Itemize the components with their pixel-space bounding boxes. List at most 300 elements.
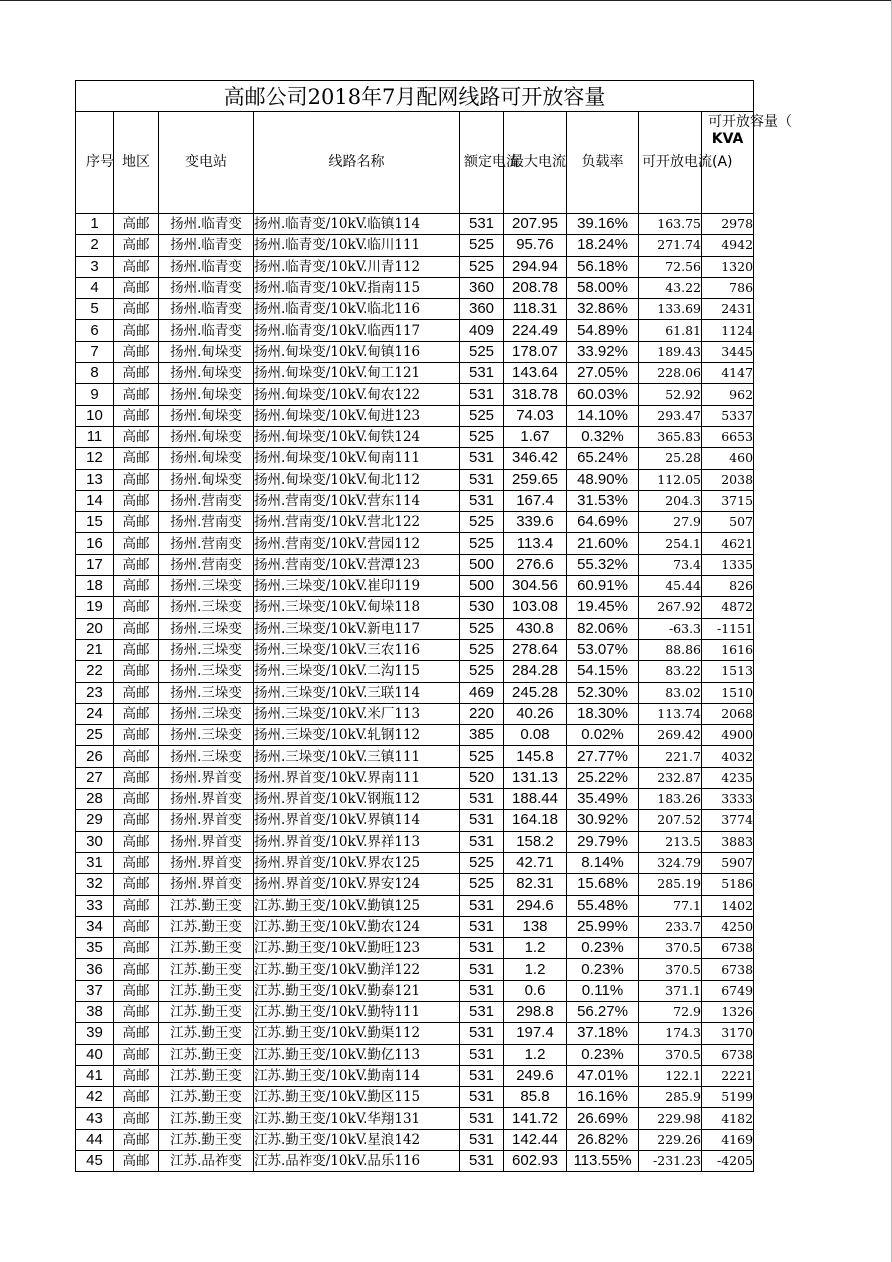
- table-row: [76, 682, 754, 703]
- cell-available-capacity: 507: [702, 512, 754, 533]
- cell-seq: 17: [76, 554, 114, 575]
- cell-load-rate: 35.49%: [567, 789, 639, 810]
- cell-max-current: 95.76: [504, 235, 567, 256]
- cell-max-current: 131.13: [504, 767, 567, 788]
- cell-available-capacity: 2068: [702, 703, 754, 724]
- cell-max-current: 158.2: [504, 831, 567, 852]
- header-capacity-unit: KVA: [711, 131, 744, 147]
- cell-max-current: 259.65: [504, 469, 567, 490]
- cell-substation: 江苏.品祚变: [159, 1151, 254, 1172]
- cell-available-current: 73.4: [639, 554, 702, 575]
- cell-substation: 扬州.营南变: [159, 533, 254, 554]
- cell-available-current: 27.9: [639, 512, 702, 533]
- cell-area: 高邮: [114, 320, 159, 341]
- cell-rated-current: 520: [460, 767, 504, 788]
- cell-line-name: 扬州.临青变/10kV.临北116: [254, 299, 460, 320]
- cell-available-current: 221.7: [639, 746, 702, 767]
- cell-rated-current: 360: [460, 277, 504, 298]
- cell-area: 高邮: [114, 1023, 159, 1044]
- cell-seq: 38: [76, 1001, 114, 1022]
- cell-line-name: 扬州.营南变/10kV.营北122: [254, 512, 460, 533]
- table-row: [76, 916, 754, 937]
- cell-line-name: 江苏.品祚变/10kV.品乐116: [254, 1151, 460, 1172]
- cell-substation: 江苏.勤王变: [159, 959, 254, 980]
- cell-rated-current: 220: [460, 703, 504, 724]
- table-row: [76, 341, 754, 362]
- cell-seq: 30: [76, 831, 114, 852]
- cell-line-name: 江苏.勤王变/10kV.勤洋122: [254, 959, 460, 980]
- cell-rated-current: 531: [460, 1151, 504, 1172]
- cell-available-current: 61.81: [639, 320, 702, 341]
- cell-rated-current: 531: [460, 1129, 504, 1150]
- cell-area: 高邮: [114, 661, 159, 682]
- table-title: 高邮公司2018年7月配网线路可开放容量: [76, 81, 754, 112]
- cell-available-current: -231.23: [639, 1151, 702, 1172]
- cell-max-current: 118.31: [504, 299, 567, 320]
- cell-available-current: 370.5: [639, 938, 702, 959]
- table-row: [76, 490, 754, 511]
- cell-max-current: 74.03: [504, 405, 567, 426]
- cell-available-capacity: 5199: [702, 1087, 754, 1108]
- cell-area: 高邮: [114, 618, 159, 639]
- cell-rated-current: 531: [460, 214, 504, 235]
- table-row: [76, 810, 754, 831]
- cell-seq: 22: [76, 661, 114, 682]
- cell-line-name: 扬州.临青变/10kV.指南115: [254, 277, 460, 298]
- table-row: [76, 618, 754, 639]
- cell-load-rate: 0.23%: [567, 959, 639, 980]
- cell-substation: 江苏.勤王变: [159, 1023, 254, 1044]
- cell-rated-current: 531: [460, 810, 504, 831]
- cell-load-rate: 58.00%: [567, 277, 639, 298]
- cell-load-rate: 60.03%: [567, 384, 639, 405]
- cell-line-name: 扬州.甸垛变/10kV.甸北112: [254, 469, 460, 490]
- cell-max-current: 0.08: [504, 725, 567, 746]
- cell-rated-current: 531: [460, 448, 504, 469]
- cell-substation: 扬州.临青变: [159, 320, 254, 341]
- cell-load-rate: 0.32%: [567, 426, 639, 447]
- cell-load-rate: 65.24%: [567, 448, 639, 469]
- cell-substation: 扬州.三垛变: [159, 682, 254, 703]
- cell-rated-current: 531: [460, 1001, 504, 1022]
- cell-seq: 43: [76, 1108, 114, 1129]
- cell-area: 高邮: [114, 405, 159, 426]
- cell-rated-current: 525: [460, 661, 504, 682]
- cell-area: 高邮: [114, 341, 159, 362]
- cell-line-name: 扬州.临青变/10kV.川青112: [254, 256, 460, 277]
- cell-line-name: 扬州.营南变/10kV.营东114: [254, 490, 460, 511]
- table-row: [76, 299, 754, 320]
- cell-max-current: 602.93: [504, 1151, 567, 1172]
- cell-max-current: 164.18: [504, 810, 567, 831]
- cell-load-rate: 25.99%: [567, 916, 639, 937]
- table-row: [76, 639, 754, 660]
- cell-line-name: 扬州.甸垛变/10kV.甸工121: [254, 363, 460, 384]
- table-row: [76, 554, 754, 575]
- cell-area: 高邮: [114, 639, 159, 660]
- cell-load-rate: 64.69%: [567, 512, 639, 533]
- cell-area: 高邮: [114, 490, 159, 511]
- cell-seq: 24: [76, 703, 114, 724]
- cell-area: 高邮: [114, 235, 159, 256]
- cell-available-capacity: 4147: [702, 363, 754, 384]
- cell-area: 高邮: [114, 1044, 159, 1065]
- cell-available-current: 174.3: [639, 1023, 702, 1044]
- cell-available-capacity: 4235: [702, 767, 754, 788]
- cell-substation: 扬州.临青变: [159, 277, 254, 298]
- cell-load-rate: 30.92%: [567, 810, 639, 831]
- cell-available-current: 371.1: [639, 980, 702, 1001]
- cell-substation: 扬州.营南变: [159, 554, 254, 575]
- cell-available-capacity: 6738: [702, 1044, 754, 1065]
- cell-line-name: 扬州.临青变/10kV.临西117: [254, 320, 460, 341]
- cell-rated-current: 469: [460, 682, 504, 703]
- cell-load-rate: 48.90%: [567, 469, 639, 490]
- cell-load-rate: 31.53%: [567, 490, 639, 511]
- cell-rated-current: 531: [460, 959, 504, 980]
- cell-seq: 21: [76, 639, 114, 660]
- header-load-rate: 负载率: [567, 112, 639, 214]
- cell-available-current: 204.3: [639, 490, 702, 511]
- cell-area: 高邮: [114, 384, 159, 405]
- table-row: [76, 789, 754, 810]
- cell-substation: 扬州.三垛变: [159, 639, 254, 660]
- cell-rated-current: 531: [460, 1044, 504, 1065]
- cell-available-current: 213.5: [639, 831, 702, 852]
- cell-load-rate: 37.18%: [567, 1023, 639, 1044]
- header-available-current: 可开放电流(A): [639, 112, 702, 214]
- cell-seq: 42: [76, 1087, 114, 1108]
- header-row: [76, 112, 754, 214]
- cell-substation: 江苏.勤王变: [159, 1044, 254, 1065]
- cell-load-rate: 33.92%: [567, 341, 639, 362]
- cell-available-current: 183.26: [639, 789, 702, 810]
- cell-substation: 扬州.三垛变: [159, 725, 254, 746]
- cell-area: 高邮: [114, 1151, 159, 1172]
- cell-line-name: 扬州.三垛变/10kV.二沟115: [254, 661, 460, 682]
- cell-available-capacity: 5907: [702, 852, 754, 873]
- cell-seq: 40: [76, 1044, 114, 1065]
- cell-seq: 10: [76, 405, 114, 426]
- cell-rated-current: 531: [460, 916, 504, 937]
- cell-line-name: 江苏.勤王变/10kV.勤农124: [254, 916, 460, 937]
- cell-line-name: 江苏.勤王变/10kV.勤镇125: [254, 895, 460, 916]
- cell-line-name: 扬州.甸垛变/10kV.甸镇116: [254, 341, 460, 362]
- cell-rated-current: 530: [460, 597, 504, 618]
- cell-available-capacity: 3715: [702, 490, 754, 511]
- cell-available-capacity: 460: [702, 448, 754, 469]
- cell-area: 高邮: [114, 938, 159, 959]
- cell-line-name: 扬州.三垛变/10kV.轧钢112: [254, 725, 460, 746]
- cell-max-current: 178.07: [504, 341, 567, 362]
- table-row: [76, 661, 754, 682]
- cell-load-rate: 0.11%: [567, 980, 639, 1001]
- cell-rated-current: 385: [460, 725, 504, 746]
- cell-seq: 12: [76, 448, 114, 469]
- table-row: [76, 214, 754, 235]
- cell-load-rate: 25.22%: [567, 767, 639, 788]
- cell-load-rate: 32.86%: [567, 299, 639, 320]
- table-row: [76, 938, 754, 959]
- cell-seq: 8: [76, 363, 114, 384]
- cell-area: 高邮: [114, 448, 159, 469]
- cell-line-name: 扬州.临青变/10kV.临镇114: [254, 214, 460, 235]
- cell-available-current: 228.06: [639, 363, 702, 384]
- cell-load-rate: 82.06%: [567, 618, 639, 639]
- cell-substation: 江苏.勤王变: [159, 1129, 254, 1150]
- cell-line-name: 江苏.勤王变/10kV.勤区115: [254, 1087, 460, 1108]
- cell-line-name: 扬州.甸垛变/10kV.甸南111: [254, 448, 460, 469]
- cell-rated-current: 525: [460, 341, 504, 362]
- cell-available-capacity: 6738: [702, 959, 754, 980]
- cell-max-current: 145.8: [504, 746, 567, 767]
- cell-line-name: 扬州.甸垛变/10kV.甸农122: [254, 384, 460, 405]
- cell-load-rate: 52.30%: [567, 682, 639, 703]
- table-row: [76, 405, 754, 426]
- cell-available-capacity: 4182: [702, 1108, 754, 1129]
- cell-rated-current: 531: [460, 895, 504, 916]
- cell-seq: 6: [76, 320, 114, 341]
- cell-available-capacity: 1510: [702, 682, 754, 703]
- cell-area: 高邮: [114, 852, 159, 873]
- table-row: [76, 256, 754, 277]
- cell-load-rate: 26.82%: [567, 1129, 639, 1150]
- cell-available-capacity: 3170: [702, 1023, 754, 1044]
- cell-rated-current: 525: [460, 426, 504, 447]
- cell-rated-current: 531: [460, 469, 504, 490]
- cell-substation: 扬州.三垛变: [159, 661, 254, 682]
- cell-area: 高邮: [114, 725, 159, 746]
- table-row: [76, 874, 754, 895]
- cell-available-current: 271.74: [639, 235, 702, 256]
- cell-line-name: 扬州.甸垛变/10kV.甸进123: [254, 405, 460, 426]
- table-row: [76, 725, 754, 746]
- cell-load-rate: 55.48%: [567, 895, 639, 916]
- header-area: 地区: [114, 112, 159, 214]
- cell-seq: 5: [76, 299, 114, 320]
- cell-available-capacity: 1335: [702, 554, 754, 575]
- cell-load-rate: 19.45%: [567, 597, 639, 618]
- cell-seq: 13: [76, 469, 114, 490]
- cell-area: 高邮: [114, 469, 159, 490]
- cell-area: 高邮: [114, 1001, 159, 1022]
- cell-rated-current: 531: [460, 1065, 504, 1086]
- cell-seq: 41: [76, 1065, 114, 1086]
- cell-line-name: 扬州.甸垛变/10kV.甸铁124: [254, 426, 460, 447]
- cell-rated-current: 525: [460, 256, 504, 277]
- cell-available-current: 233.7: [639, 916, 702, 937]
- cell-area: 高邮: [114, 299, 159, 320]
- cell-available-current: 113.74: [639, 703, 702, 724]
- cell-available-current: 370.5: [639, 1044, 702, 1065]
- cell-area: 高邮: [114, 746, 159, 767]
- cell-available-capacity: 4169: [702, 1129, 754, 1150]
- cell-available-capacity: 2978: [702, 214, 754, 235]
- cell-available-capacity: 786: [702, 277, 754, 298]
- cell-rated-current: 500: [460, 554, 504, 575]
- cell-substation: 扬州.甸垛变: [159, 341, 254, 362]
- cell-area: 高邮: [114, 874, 159, 895]
- table-row: [76, 1023, 754, 1044]
- cell-max-current: 284.28: [504, 661, 567, 682]
- cell-substation: 扬州.三垛变: [159, 746, 254, 767]
- cell-available-capacity: 6738: [702, 938, 754, 959]
- cell-load-rate: 113.55%: [567, 1151, 639, 1172]
- cell-available-capacity: 3333: [702, 789, 754, 810]
- cell-max-current: 82.31: [504, 874, 567, 895]
- cell-max-current: 430.8: [504, 618, 567, 639]
- cell-max-current: 113.4: [504, 533, 567, 554]
- cell-area: 高邮: [114, 703, 159, 724]
- cell-seq: 28: [76, 789, 114, 810]
- cell-seq: 27: [76, 767, 114, 788]
- cell-rated-current: 525: [460, 512, 504, 533]
- cell-seq: 19: [76, 597, 114, 618]
- cell-area: 高邮: [114, 831, 159, 852]
- cell-load-rate: 14.10%: [567, 405, 639, 426]
- cell-area: 高邮: [114, 363, 159, 384]
- cell-substation: 江苏.勤王变: [159, 1087, 254, 1108]
- cell-load-rate: 27.77%: [567, 746, 639, 767]
- cell-max-current: 245.28: [504, 682, 567, 703]
- cell-available-current: 72.56: [639, 256, 702, 277]
- cell-available-current: 83.22: [639, 661, 702, 682]
- cell-available-capacity: 4032: [702, 746, 754, 767]
- cell-substation: 扬州.三垛变: [159, 703, 254, 724]
- cell-available-capacity: 2221: [702, 1065, 754, 1086]
- cell-max-current: 197.4: [504, 1023, 567, 1044]
- cell-area: 高邮: [114, 1087, 159, 1108]
- cell-available-current: 232.87: [639, 767, 702, 788]
- cell-substation: 江苏.勤王变: [159, 1001, 254, 1022]
- cell-line-name: 扬州.三垛变/10kV.三联114: [254, 682, 460, 703]
- cell-max-current: 208.78: [504, 277, 567, 298]
- cell-line-name: 江苏.勤王变/10kV.华翔131: [254, 1108, 460, 1129]
- cell-line-name: 扬州.营南变/10kV.营园112: [254, 533, 460, 554]
- cell-available-current: 293.47: [639, 405, 702, 426]
- cell-area: 高邮: [114, 1129, 159, 1150]
- cell-area: 高邮: [114, 1065, 159, 1086]
- cell-substation: 扬州.界首变: [159, 767, 254, 788]
- cell-max-current: 138: [504, 916, 567, 937]
- cell-available-capacity: 5337: [702, 405, 754, 426]
- cell-line-name: 扬州.三垛变/10kV.米厂113: [254, 703, 460, 724]
- cell-available-capacity: 1402: [702, 895, 754, 916]
- cell-load-rate: 39.16%: [567, 214, 639, 235]
- cell-available-current: 133.69: [639, 299, 702, 320]
- cell-substation: 扬州.界首变: [159, 810, 254, 831]
- cell-rated-current: 525: [460, 235, 504, 256]
- cell-seq: 11: [76, 426, 114, 447]
- cell-area: 高邮: [114, 810, 159, 831]
- cell-available-capacity: 4900: [702, 725, 754, 746]
- cell-available-current: 163.75: [639, 214, 702, 235]
- page-top-border: [0, 0, 892, 1]
- cell-max-current: 0.6: [504, 980, 567, 1001]
- cell-seq: 34: [76, 916, 114, 937]
- cell-seq: 36: [76, 959, 114, 980]
- cell-seq: 33: [76, 895, 114, 916]
- cell-available-current: 25.28: [639, 448, 702, 469]
- table-row: [76, 895, 754, 916]
- cell-seq: 31: [76, 852, 114, 873]
- cell-max-current: 278.64: [504, 639, 567, 660]
- cell-substation: 扬州.甸垛变: [159, 448, 254, 469]
- table-row: [76, 703, 754, 724]
- cell-max-current: 42.71: [504, 852, 567, 873]
- cell-line-name: 扬州.界首变/10kV.界农125: [254, 852, 460, 873]
- cell-max-current: 1.67: [504, 426, 567, 447]
- cell-seq: 9: [76, 384, 114, 405]
- cell-substation: 扬州.三垛变: [159, 576, 254, 597]
- cell-available-current: 370.5: [639, 959, 702, 980]
- cell-substation: 扬州.临青变: [159, 235, 254, 256]
- cell-available-current: 267.92: [639, 597, 702, 618]
- cell-max-current: 1.2: [504, 938, 567, 959]
- cell-rated-current: 531: [460, 384, 504, 405]
- table-row: [76, 384, 754, 405]
- cell-available-capacity: 4250: [702, 916, 754, 937]
- cell-substation: 江苏.勤王变: [159, 938, 254, 959]
- cell-line-name: 江苏.勤王变/10kV.勤泰121: [254, 980, 460, 1001]
- cell-rated-current: 525: [460, 852, 504, 873]
- cell-available-current: 45.44: [639, 576, 702, 597]
- cell-seq: 16: [76, 533, 114, 554]
- cell-line-name: 江苏.勤王变/10kV.星浪142: [254, 1129, 460, 1150]
- cell-available-capacity: 1616: [702, 639, 754, 660]
- cell-rated-current: 531: [460, 1023, 504, 1044]
- cell-max-current: 167.4: [504, 490, 567, 511]
- table-row: [76, 363, 754, 384]
- cell-area: 高邮: [114, 1108, 159, 1129]
- cell-rated-current: 531: [460, 363, 504, 384]
- cell-substation: 扬州.界首变: [159, 831, 254, 852]
- cell-line-name: 扬州.三垛变/10kV.甸垛118: [254, 597, 460, 618]
- cell-available-current: 254.1: [639, 533, 702, 554]
- cell-area: 高邮: [114, 682, 159, 703]
- cell-available-capacity: 4872: [702, 597, 754, 618]
- cell-max-current: 276.6: [504, 554, 567, 575]
- cell-available-capacity: 5186: [702, 874, 754, 895]
- cell-seq: 20: [76, 618, 114, 639]
- cell-area: 高邮: [114, 512, 159, 533]
- cell-load-rate: 8.14%: [567, 852, 639, 873]
- cell-available-current: 207.52: [639, 810, 702, 831]
- table-row: [76, 959, 754, 980]
- cell-max-current: 294.94: [504, 256, 567, 277]
- cell-load-rate: 56.18%: [567, 256, 639, 277]
- cell-load-rate: 0.02%: [567, 725, 639, 746]
- cell-area: 高邮: [114, 916, 159, 937]
- cell-seq: 45: [76, 1151, 114, 1172]
- cell-substation: 江苏.勤王变: [159, 1065, 254, 1086]
- cell-available-current: 112.05: [639, 469, 702, 490]
- table-row: [76, 1108, 754, 1129]
- cell-line-name: 扬州.界首变/10kV.钢瓶112: [254, 789, 460, 810]
- cell-line-name: 扬州.三垛变/10kV.三农116: [254, 639, 460, 660]
- cell-substation: 扬州.界首变: [159, 874, 254, 895]
- cell-substation: 扬州.甸垛变: [159, 405, 254, 426]
- cell-area: 高邮: [114, 533, 159, 554]
- cell-available-capacity: 2038: [702, 469, 754, 490]
- cell-max-current: 298.8: [504, 1001, 567, 1022]
- cell-available-current: 229.26: [639, 1129, 702, 1150]
- cell-substation: 扬州.甸垛变: [159, 363, 254, 384]
- cell-load-rate: 16.16%: [567, 1087, 639, 1108]
- header-seq: 序号: [76, 112, 114, 214]
- table-row: [76, 469, 754, 490]
- cell-area: 高邮: [114, 554, 159, 575]
